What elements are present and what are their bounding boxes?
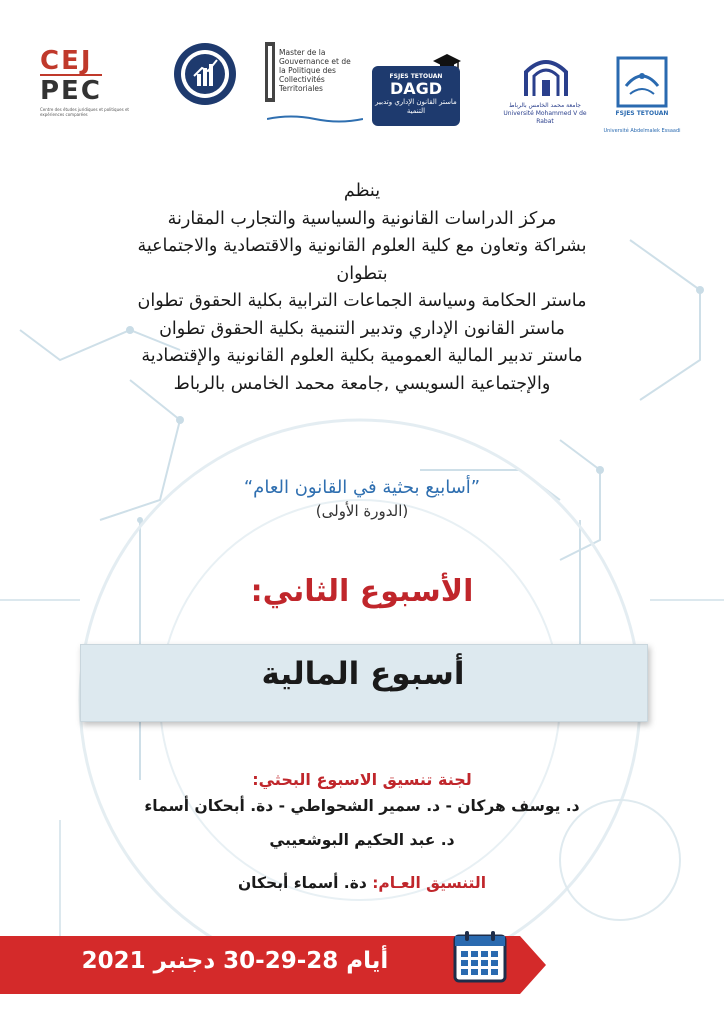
fsjes-university: Université Abdelmalek Essaadi [603, 128, 681, 134]
organizers-line: ماستر الحكامة وسياسة الجماعات الترابية بكلية الحقوق تطوان [137, 291, 587, 311]
date-bar-tip [520, 936, 546, 994]
committee-members-line2: د. عبد الحكيم البوشعيبي [269, 831, 455, 849]
cejpec-line2: PEC [40, 76, 102, 106]
event-dates: أيام 28-29-30 دجنبر 2021 [81, 948, 389, 974]
umv-emblem-icon [522, 52, 570, 100]
dagd-logo [372, 38, 464, 138]
mgpct-mark-icon [265, 42, 275, 102]
dagd-arabic: ماستر القانون الإداري وتدبير التنمية [375, 98, 457, 115]
organizers-line: بشراكة وتعاون مع كلية العلوم القانونية والاقتصادية والاجتماعية [137, 236, 587, 256]
committee-title: لجنة تنسيق الاسبوع البحثي: [252, 770, 472, 789]
cejpec-line1: CEJ [40, 46, 93, 76]
event-theme: ”أسابيع بحثية في القانون العام“ [243, 477, 481, 498]
umv-logo [500, 38, 590, 138]
general-coordination [0, 874, 724, 892]
organizers-line: مركز الدراسات القانونية والسياسية والتجارب المقارنة [167, 208, 557, 229]
mgpct-logo [265, 38, 365, 138]
fsjes-logo [602, 38, 682, 138]
calendar-icon [452, 928, 508, 984]
dagd-box [372, 66, 460, 126]
dagd-top: FSJES TETOUAN [389, 73, 443, 80]
mgpct-text: Master de la Gouvernance et de la Politique des Collectivités Territoriales [279, 48, 351, 93]
event-session: (الدورة الأولى) [315, 502, 409, 520]
seal-emblem-icon [170, 38, 240, 118]
cejpec-caption: Centre des études juridiques et politiques et expériences comparées [40, 107, 129, 117]
organizers-line: ينظم [343, 181, 381, 201]
dagd-acronym: DAGD [389, 79, 443, 98]
organizers-line: بتطوان [336, 263, 388, 284]
organizers-line: ماستر القانون الإداري وتدبير التنمية بكلية الحقوق تطوان [159, 318, 565, 339]
cejpec-logo [40, 38, 140, 138]
mgpct-wave-icon [267, 114, 363, 124]
fsjes-label: FSJES TETOUAN [615, 110, 669, 117]
week-title: أسبوع المالية [261, 656, 465, 692]
fsjes-emblem-icon [616, 56, 668, 108]
general-coordination-label: التنسيق العـام: [372, 874, 487, 892]
organizers-line: والإجتماعية السويسي ,جامعة محمد الخامس بالرباط [173, 373, 551, 394]
organizers-line: ماستر تدبير المالية العمومية بكلية العلوم القانونية والإقتصادية [141, 346, 583, 366]
umv-arabic: جامعة محمد الخامس بالرباط [508, 102, 582, 109]
organizers-block [0, 178, 724, 398]
umv-french: Université Mohammed V de Rabat [503, 110, 587, 125]
logos-row [40, 38, 684, 138]
week-label: الأسبوع الثاني: [250, 574, 474, 609]
committee-members-line1: د. يوسف هركان - د. سمير الشحواطي - دة. أبحكان أسماء [144, 797, 580, 815]
seal-logo [170, 38, 240, 138]
umv-caption [500, 102, 590, 126]
general-coordination-value: دة. أسماء أبحكان [237, 874, 367, 892]
